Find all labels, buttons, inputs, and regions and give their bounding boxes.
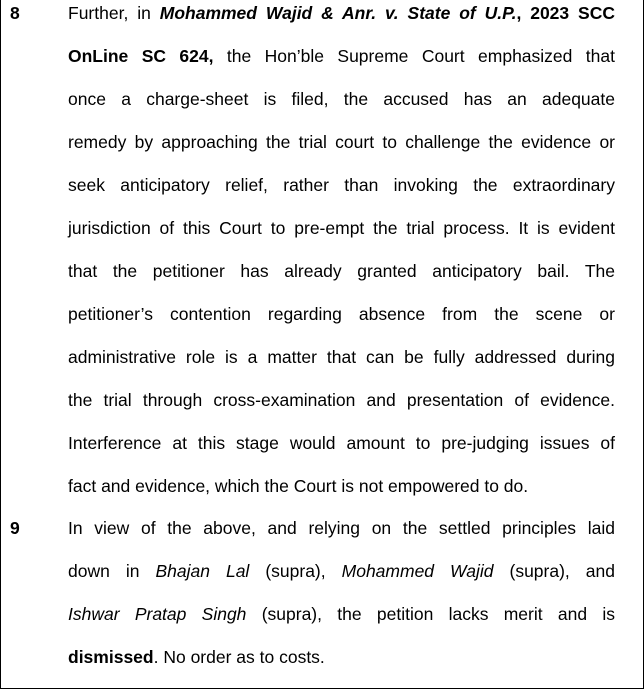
text-run: . No order as to costs. bbox=[153, 647, 325, 667]
text-run: Interference at this stage would amount to pre-judging issues of bbox=[68, 433, 615, 453]
paragraph-number: 8 bbox=[10, 3, 20, 23]
text-run: down in bbox=[68, 561, 156, 581]
text-run: Further, in bbox=[68, 3, 160, 23]
paragraph-line bbox=[68, 518, 615, 539]
paragraph-line bbox=[68, 347, 615, 368]
text-run: that the petitioner has already granted anticipatory bail. The bbox=[68, 261, 615, 281]
text-run: (supra), and bbox=[493, 561, 615, 581]
text-run: (supra), bbox=[249, 561, 342, 581]
text-run: jurisdiction of this Court to pre-empt the trial process. It is evident bbox=[68, 218, 615, 238]
case-citation-reporter: OnLine SC 624, bbox=[68, 46, 214, 66]
text-run: the Hon’ble Supreme Court emphasized that bbox=[213, 46, 615, 66]
paragraph-line bbox=[68, 3, 615, 24]
paragraph-line bbox=[68, 218, 615, 239]
text-run: seek anticipatory relief, rather than invoking the extraordinary bbox=[68, 175, 615, 195]
case-name: Ishwar Pratap Singh bbox=[68, 604, 247, 624]
paragraph-line bbox=[68, 175, 615, 196]
paragraph-line bbox=[68, 304, 615, 325]
paragraph-line bbox=[68, 390, 615, 411]
text-run: administrative role is a matter that can be fully addressed during bbox=[68, 347, 615, 367]
case-citation-name: Mohammed Wajid & Anr. v. State of U.P. bbox=[159, 3, 517, 23]
text-run: (supra), the petition lacks merit and is bbox=[246, 604, 615, 624]
case-name: Mohammed Wajid bbox=[341, 561, 494, 581]
paragraph-line bbox=[68, 476, 615, 497]
text-run: fact and evidence, which the Court is not empowered to do. bbox=[68, 476, 529, 496]
text-run: remedy by approaching the trial court to challenge the evidence or bbox=[68, 132, 615, 152]
paragraph-line bbox=[68, 261, 615, 282]
paragraph-number: 9 bbox=[10, 518, 20, 538]
paragraph-line bbox=[68, 46, 615, 67]
case-name: Bhajan Lal bbox=[155, 561, 250, 581]
paragraph-line bbox=[68, 89, 615, 110]
text-run: In view of the above, and relying on the settled principles laid bbox=[68, 518, 615, 538]
paragraph-line bbox=[68, 561, 615, 582]
case-citation-reporter: , 2023 SCC bbox=[516, 3, 615, 23]
paragraph-line bbox=[68, 433, 615, 454]
disposition-dismissed: dismissed bbox=[68, 647, 154, 667]
text-run: the trial through cross-examination and presentation of evidence. bbox=[68, 390, 615, 410]
paragraph-line bbox=[68, 604, 615, 625]
text-run: once a charge-sheet is filed, the accused has an adequate bbox=[68, 89, 615, 109]
paragraph-line bbox=[68, 132, 615, 153]
text-run: petitioner’s contention regarding absence from the scene or bbox=[68, 304, 615, 324]
paragraph-line bbox=[68, 647, 615, 668]
